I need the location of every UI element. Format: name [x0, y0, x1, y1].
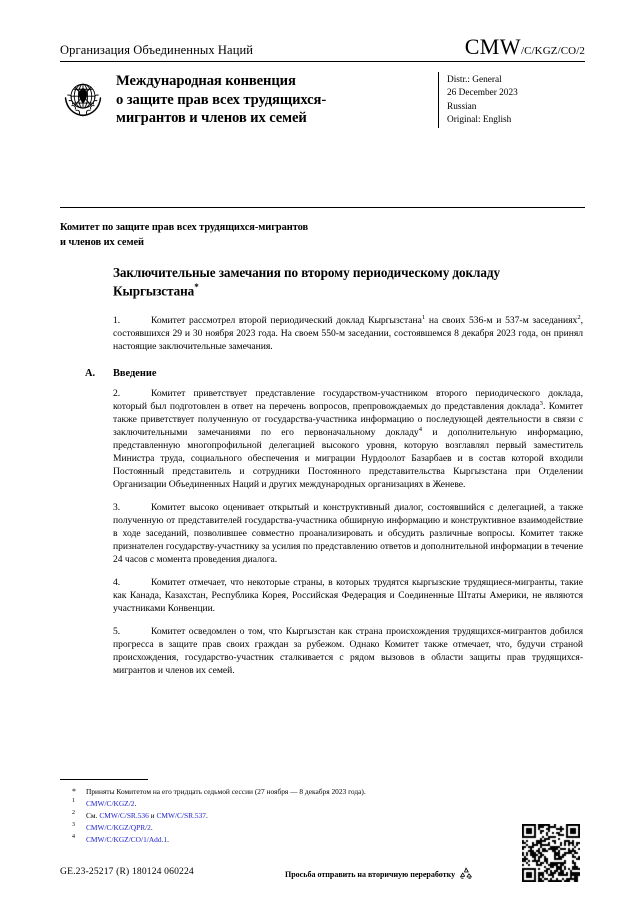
paragraph-number: 5. — [113, 626, 121, 638]
footnote-link[interactable]: CMW/C/KGZ/QPR/2 — [86, 822, 151, 832]
committee-name-line2: и членов их семей — [60, 236, 144, 248]
paragraph-text-b: . Комитет также приветствует полученную от государства-участника информацию о последующей деятельности в связи с заключительными замечаниями по его первоначальному докладу — [113, 401, 583, 439]
paragraph-number: 3. — [113, 502, 121, 514]
paragraph-4 — [113, 577, 583, 616]
footnote-marker: 4 — [72, 833, 75, 840]
footnote-link[interactable]: CMW/C/KGZ/2 — [86, 798, 135, 808]
footnote-text: и — [148, 810, 157, 820]
section-letter: A. — [85, 368, 96, 380]
recycle-icon — [458, 866, 474, 882]
footnote-marker: 1 — [72, 797, 75, 804]
paragraph-number: 4. — [113, 577, 121, 589]
footnote-link[interactable]: CMW/C/SR.537 — [156, 810, 206, 820]
convention-title-line2: о защите прав всех трудящихся- — [116, 91, 327, 108]
document-code: GE.23-25217 (R) 180124 060224 — [60, 866, 194, 877]
section-heading-a — [85, 368, 583, 379]
document-language: Russian — [447, 101, 477, 112]
title-block — [60, 72, 585, 128]
paragraph-number: 2. — [113, 388, 121, 400]
document-symbol-main: CMW — [464, 34, 521, 59]
paragraph-text-a: Комитет осведомлен о том, что Кыргызстан как страна происхождения трудящихся-мигрантов добился прогресса в защите прав своих граждан за рубежом. Однако Комитет также отмечает, что, будучи страной происхождения, государство-участник сталкивается с рядом вызовов в области защиты прав трудящихся-мигрантов и членов их семей. — [113, 626, 583, 677]
paragraph-1 — [113, 315, 583, 354]
committee-name — [60, 221, 460, 251]
paragraph-5 — [113, 626, 583, 678]
paragraph-number: 1. — [113, 315, 121, 327]
footnote-item — [72, 786, 502, 798]
masthead-row — [60, 36, 585, 58]
page-title-text: Заключительные замечания по второму периодическому докладу Кыргызстана — [113, 265, 500, 298]
paragraph-text-c: , состоявшихся 29 и 30 ноября 2023 года. На своем 550-м заседании, состоявшемся 8 декабря 2023 года, он принял настоящие заключительные замечания. — [113, 315, 583, 353]
footnote-link[interactable]: CMW/C/KGZ/CO/1/Add.1 — [86, 834, 168, 844]
footnote-marker: 2 — [72, 809, 75, 816]
footnote-item — [72, 834, 502, 846]
convention-title-line1: Международная конвенция — [116, 73, 296, 89]
footnote-ref[interactable]: 1 — [421, 314, 426, 322]
footnote-item — [72, 798, 502, 810]
footnote-ref[interactable]: 2 — [577, 314, 581, 322]
footnote-text: . — [167, 834, 169, 844]
distribution-box — [438, 72, 585, 128]
original-language: Original: English — [447, 115, 512, 126]
footnote-marker: 3 — [72, 821, 75, 828]
committee-name-line1: Комитет по защите прав всех трудящихся-мигрантов — [60, 222, 309, 233]
footnote-text: Приняты Комитетом на его тридцать седьмой сессии (27 ноября — 8 декабря 2023 года). — [86, 787, 366, 796]
convention-title-line3: мигрантов и членов их семей — [116, 110, 307, 127]
footnote-text: . — [205, 810, 208, 820]
footnote-text: . — [150, 822, 153, 832]
footnote-item — [72, 822, 502, 834]
paragraph-text-c: и дополнительную информацию, представленную многопрофильной делегацией высокого уровня, которую возглавлял первый заместитель Министра труда, социального обеспечения и миграции Нурдоолот Базарбаев и в состав которой входили Постоянный представитель и сотрудники Постоянного представительства Кыргызстана при Отделении Организации Объединенных Наций и других международных организациях в Женеве. — [113, 427, 584, 491]
document-symbol — [465, 36, 585, 58]
footnote-marker: * — [72, 787, 76, 797]
footnote-link[interactable]: CMW/C/SR.536 — [99, 810, 149, 820]
paragraph-text-a: Комитет высоко оценивает открытый и конструктивный диалог, состоявшийся с делегацией, а также полученную от представителей государства-участника обширную информацию и конструктивное взаимодействие в ходе заседаний, позволившее совместно проанализировать и обсудить различные вопросы. Комитет также признателен государству-участнику за усилия по представлению ответов и дополнительной информации в течение 24 часов с момента проведения диалога. — [113, 502, 583, 566]
footnote-separator — [60, 779, 148, 780]
distribution-type: Distr.: General — [447, 75, 502, 85]
document-body — [85, 264, 584, 688]
document-date: 26 December 2023 — [447, 88, 518, 99]
section-title: Введение — [113, 368, 157, 380]
footnote-ref[interactable]: 3 — [539, 400, 543, 408]
header-divider — [60, 207, 585, 208]
convention-title — [116, 72, 432, 128]
footnote-text: . — [134, 798, 137, 808]
un-emblem — [60, 75, 106, 121]
paragraph-text-a: Комитет отмечает, что некоторые страны, в которых трудятся кыргызские трудящиеся-мигранты, такие как Канада, Казахстан, Республика Корея, Российская Федерация и Соединенные Штаты Америки, не являются участниками Конвенции. — [113, 577, 583, 615]
document-symbol-sub: /C/KGZ/CO/2 — [520, 45, 585, 57]
recycle-text: Просьба отправить на вторичную переработку — [285, 869, 456, 879]
qr-code[interactable] — [522, 824, 580, 882]
paragraph-text-b: на своих 536-м и 537-м заседаниях — [425, 315, 578, 327]
paragraph-text-a: Комитет рассмотрел второй периодический доклад Кыргызстана — [151, 315, 422, 327]
paragraph-3 — [113, 502, 583, 567]
masthead-rule — [60, 61, 585, 62]
masthead — [60, 36, 585, 62]
paragraph-2 — [113, 388, 583, 492]
footnote-item — [72, 810, 502, 822]
footnotes — [72, 786, 502, 846]
recycle-notice — [285, 866, 474, 882]
footnote-ref[interactable]: 4 — [418, 426, 422, 434]
paragraph-text-a: Комитет приветствует представление государством-участником второго периодического доклада, который был подготовлен в ответ на перечень вопросов, препровождаемых до представления доклада — [113, 388, 583, 413]
organization-name: Организация Объединенных Наций — [60, 43, 254, 58]
footnote-text: См. — [86, 810, 100, 820]
page-title-footnote-marker: * — [194, 281, 199, 292]
page-title — [113, 264, 583, 299]
